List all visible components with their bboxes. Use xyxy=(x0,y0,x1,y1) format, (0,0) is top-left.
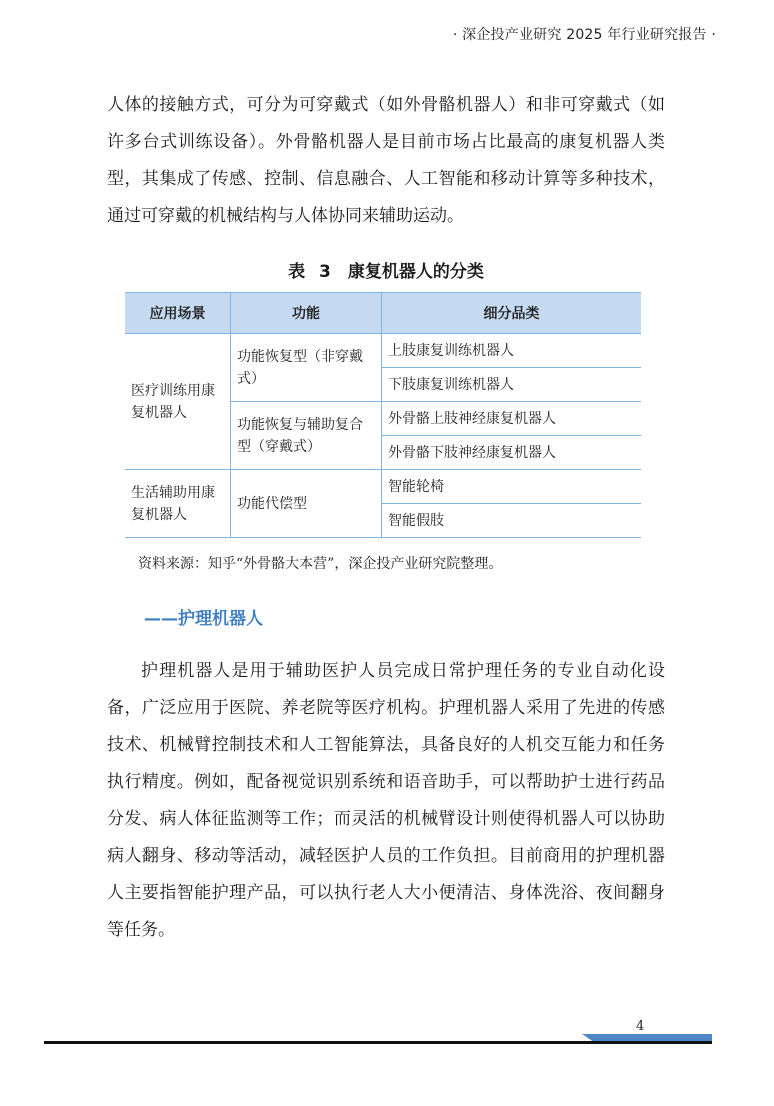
category-cell: 智能假肢 xyxy=(382,504,642,538)
function-cell: 功能恢复与辅助复合型（穿戴式） xyxy=(231,402,382,470)
category-cell: 下肢康复训练机器人 xyxy=(382,368,642,402)
section-subheading: ——护理机器人 xyxy=(144,609,263,629)
footer-accent-bar xyxy=(582,1034,712,1041)
table-row xyxy=(125,334,641,368)
category-cell: 外骨骼下肢神经康复机器人 xyxy=(382,436,642,470)
header-scene: 应用场景 xyxy=(125,293,231,334)
function-cell: 功能代偿型 xyxy=(231,470,382,538)
header-category: 细分品类 xyxy=(382,293,642,334)
scene-cell: 医疗训练用康复机器人 xyxy=(125,334,231,470)
table-source-note: 资料来源：知乎“外骨骼大本营”，深企投产业研究院整理。 xyxy=(138,556,503,572)
table-title: 表 3 康复机器人的分类 xyxy=(288,262,484,282)
function-cell: 功能恢复型（非穿戴式） xyxy=(231,334,382,402)
body-paragraph-2: 护理机器人是用于辅助医护人员完成日常护理任务的专业自动化设备，广泛应用于医院、养老院等医疗机构。护理机器人采用了先进的传感技术、机械臂控制技术和人工智能算法，具备良好的人机交互能力和任务执行精度。例如，配备视觉识别系统和语音助手，可以帮助护士进行药品分发、病人体征监测等工作；而灵活的机械臂设计则使得机器人可以协助病人翻身、移动等活动，减轻医护人员的工作负担。目前商用的护理机器人主要指智能护理产品，可以执行老人大小便清洁、身体洗浴、夜间翻身等任务。 xyxy=(107,661,665,940)
category-cell: 上肢康复训练机器人 xyxy=(382,334,642,368)
header-function: 功能 xyxy=(231,293,382,334)
category-cell: 智能轮椅 xyxy=(382,470,642,504)
running-header: · 深企投产业研究 2025 年行业研究报告 · xyxy=(452,27,716,43)
scene-cell: 生活辅助用康复机器人 xyxy=(125,470,231,538)
footer-rule xyxy=(44,1041,712,1044)
table-header-row xyxy=(125,293,641,334)
classification-table xyxy=(125,292,641,538)
page-number: 4 xyxy=(636,1019,645,1034)
table-row xyxy=(125,470,641,504)
category-cell: 外骨骼上肢神经康复机器人 xyxy=(382,402,642,436)
body-paragraph-1: 人体的接触方式，可分为可穿戴式（如外骨骼机器人）和非可穿戴式（如许多台式训练设备）。外骨骼机器人是目前市场占比最高的康复机器人类型，其集成了传感、控制、信息融合、人工智能和移动计算等多种技术，通过可穿戴的机械结构与人体协同来辅助运动。 xyxy=(107,95,665,226)
